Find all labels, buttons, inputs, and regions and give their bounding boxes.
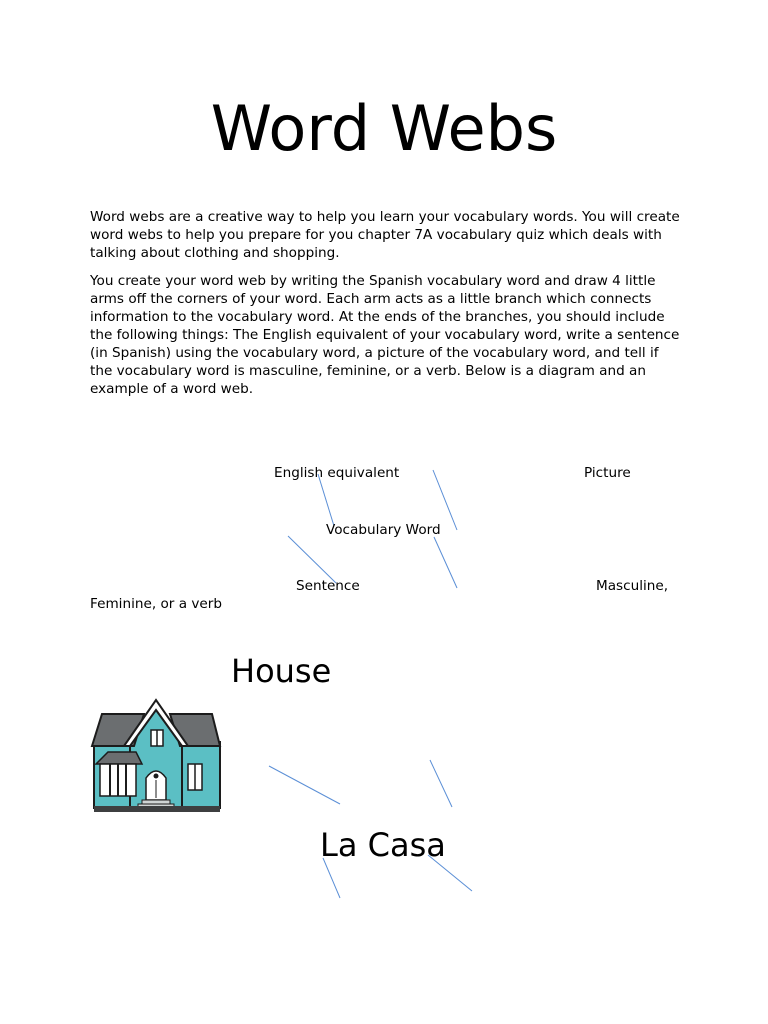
diagram-picture-label: Picture xyxy=(584,465,631,481)
example-branch-picture xyxy=(269,766,340,804)
intro-paragraph: Word webs are a creative way to help you learn your vocabulary words. You will create word webs to help you prepare for you chapter 7A vocabulary quiz which deals with talking about clothing and shopping. xyxy=(90,209,680,261)
diagram-english-label: English equivalent xyxy=(274,465,400,481)
page-title: Word Webs xyxy=(210,92,558,165)
house-icon xyxy=(88,698,224,816)
diagram-branch-gender xyxy=(434,537,457,588)
diagram-gender-label-2: Feminine, or a verb xyxy=(90,596,222,612)
diagram-sentence-label: Sentence xyxy=(296,578,360,594)
example-branch-english xyxy=(430,760,452,807)
example-branch-sentence xyxy=(323,858,340,898)
diagram-gender-label-1: Masculine, xyxy=(596,578,669,594)
instructions-paragraph: You create your word web by writing the Spanish vocabulary word and draw 4 little arms off the corners of your word. Each arm acts as a little branch which connects information to the vocabulary word. At the ends of the branches, you should include the following things: The English equivalent of your vocabulary word, write a sentence (in Spanish) using the vocabulary word, a picture of the vocabulary word, and tell if the vocabulary word is masculine, feminine, or a verb. Below is a diagram and an example of a word web. xyxy=(90,273,680,397)
example-center-word: La Casa xyxy=(320,826,446,864)
diagram-center-label: Vocabulary Word xyxy=(326,522,441,538)
example-english-word: House xyxy=(231,652,332,690)
diagram-branch-sentence xyxy=(288,536,336,583)
